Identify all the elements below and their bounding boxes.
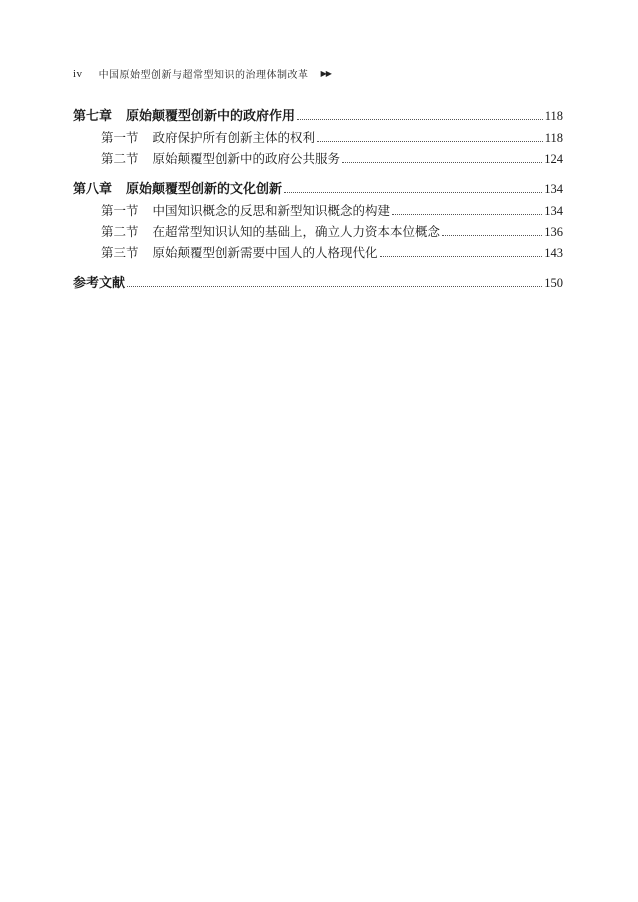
section-title: 中国知识概念的反思和新型知识概念的构建: [152, 203, 391, 218]
dot-leader: [127, 286, 542, 287]
toc-section-8-2[interactable]: [73, 222, 563, 243]
chapter-page: 134: [544, 182, 563, 196]
book-title: 中国原始型创新与超常型知识的治理体制改革: [98, 70, 309, 81]
dot-leader: [284, 192, 542, 193]
section-page: 143: [544, 246, 563, 260]
section-title: 原始颠覆型创新中的政府公共服务: [152, 151, 341, 166]
toc-chapter-8[interactable]: [73, 178, 563, 201]
section-page: 136: [544, 225, 563, 239]
section-label: 第二节: [101, 151, 139, 166]
section-page: 134: [544, 204, 563, 218]
chapter-label: 第八章: [73, 182, 113, 197]
toc-chapter-7[interactable]: [73, 105, 563, 128]
references-page: 150: [544, 276, 563, 290]
toc-section-7-1[interactable]: [73, 128, 563, 149]
dot-leader: [392, 214, 542, 215]
chapter-title: 原始颠覆型创新中的政府作用: [126, 109, 296, 124]
section-page: 118: [544, 131, 563, 145]
chapter-label: 第七章: [73, 109, 113, 124]
section-title: 在超常型知识认知的基础上，确立人力资本本位概念: [152, 224, 441, 239]
dot-leader: [317, 141, 543, 142]
dot-leader: [442, 235, 542, 236]
section-label: 第一节: [101, 203, 139, 218]
double-arrow-icon: ▶▶: [320, 69, 331, 78]
section-title: 政府保护所有创新主体的权利: [152, 130, 316, 145]
section-label: 第三节: [101, 245, 139, 260]
references-title: 参考文献: [73, 276, 126, 291]
toc-section-8-1[interactable]: [73, 201, 563, 222]
toc-section-7-2[interactable]: [73, 149, 563, 170]
section-title: 原始颠覆型创新需要中国人的人格现代化: [152, 245, 378, 260]
toc-section-8-3[interactable]: [73, 243, 563, 264]
chapter-title: 原始颠覆型创新的文化创新: [126, 182, 283, 197]
chapter-page: 118: [544, 109, 563, 123]
running-header: [73, 66, 331, 81]
table-of-contents: [73, 105, 563, 295]
section-label: 第一节: [101, 130, 139, 145]
section-label: 第二节: [101, 224, 139, 239]
section-page: 124: [544, 152, 563, 166]
toc-references[interactable]: [73, 272, 563, 295]
dot-leader: [380, 256, 543, 257]
page-number: iv: [73, 67, 83, 80]
dot-leader: [342, 162, 542, 163]
dot-leader: [297, 119, 543, 120]
